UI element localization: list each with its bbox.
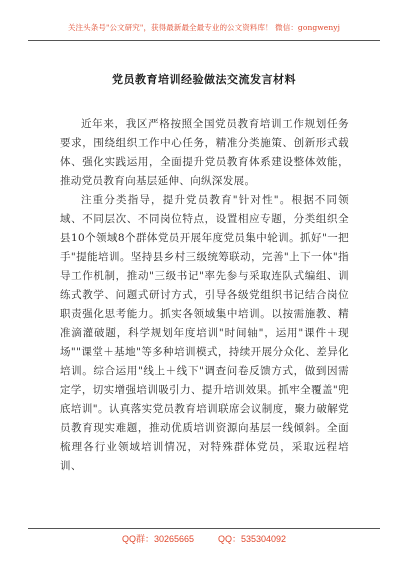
- document-title: 党员教育培训经验做法交流发言材料: [112, 73, 296, 86]
- footer-divider: [28, 528, 380, 529]
- document-body: [60, 115, 349, 476]
- paragraph-intro: 近年来，我区严格按照全国党员教育培训工作规划任务要求，围绕组织工作中心任务，精准分类施策、创新形式载体、强化实践运用，全面提升党员教育体系建设整体效能，推动党员教育向基层延伸、向纵深发展。: [60, 118, 349, 187]
- footer-qq-group: QQ群：30265665: [121, 534, 194, 544]
- footer: [0, 532, 408, 545]
- header-divider: [28, 40, 380, 41]
- paragraph-main: 注重分类指导，提升党员教育"针对性"。根据不同领域、不同层次、不同岗位特点，设置相应专题，分类组织全县10个领域8个群体党员开展年度党员集中轮训。抓好"一把手"提能培训。坚持县乡村三级统筹联动，完善"上下一体"指导工作机制，推动"三级书记"率先参与采取连队式编组、训练式教学、问题式研讨方式，引导各级党组织书记结合岗位职责强化思考能力。抓实各领域集中培训。以按需施教、精准滴灌破题，科学规划年度培训"时间轴"，运用"课件＋现场""课堂＋基地"等多种培训模式，持续开展分众化、差异化培训。综合运用"线上＋线下"调查问卷反馈方式，做到因需定学，切实增强培训吸引力、提升培训效果。抓牢全覆盖"兜底培训"。认真落实党员教育培训联席会议制度，聚力破解党员教育现实难题，推动优质培训资源向基层一线倾斜。全面梳理各行业领域培训情况，对特殊群体党员，采取远程培训、: [60, 194, 349, 472]
- header-banner: 关注头条号"公文研究"，获得最新最全最专业的公文资料库！ 微信：gongwenyj: [67, 23, 341, 32]
- footer-qq: QQ：535304092: [217, 534, 287, 544]
